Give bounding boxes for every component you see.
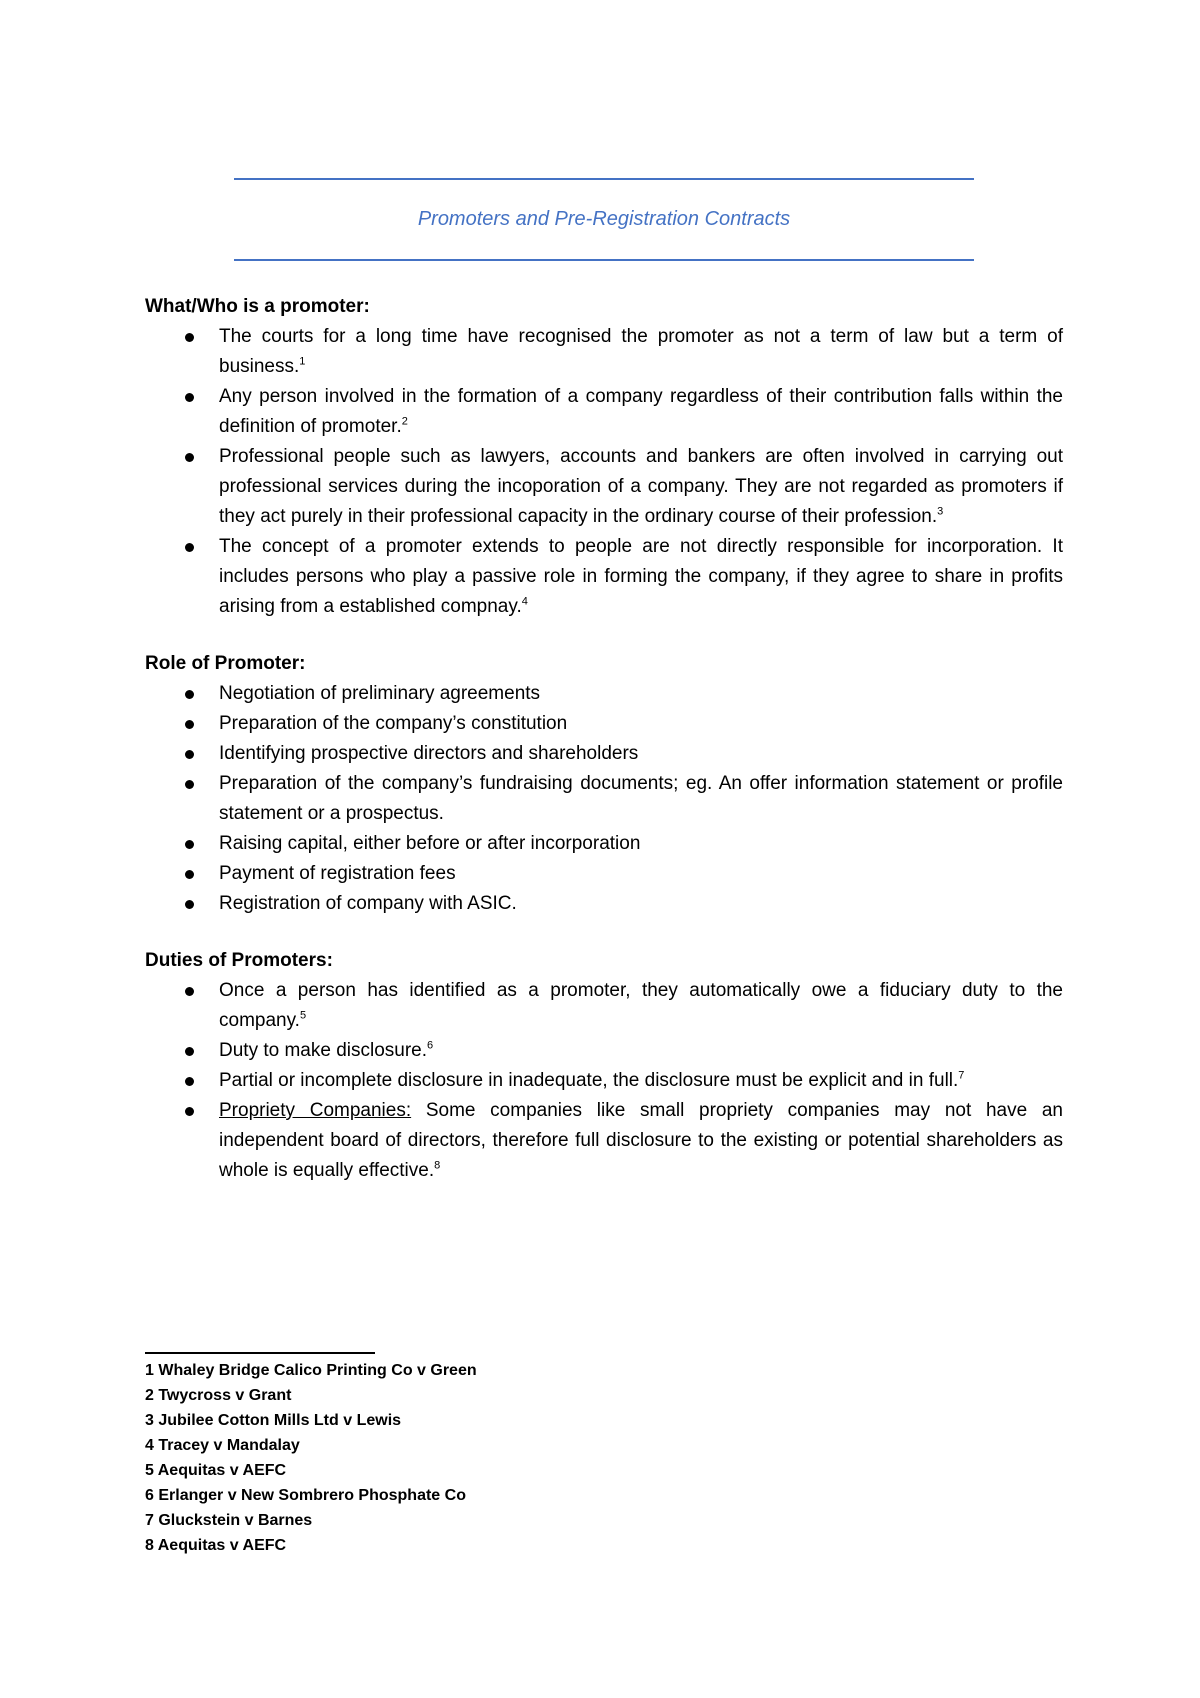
footnote: 1 Whaley Bridge Calico Printing Co v Green: [145, 1362, 477, 1379]
bullet-icon: [185, 1107, 194, 1116]
list-item: [145, 382, 1063, 442]
footnote-ref[interactable]: 8: [434, 1159, 441, 1172]
list-item: [145, 859, 1063, 889]
footnote: 2 Twycross v Grant: [145, 1387, 292, 1404]
bullet-icon: [185, 1047, 194, 1056]
item-text: Raising capital, either before or after incorporation: [219, 833, 641, 854]
bullet-icon: [185, 1077, 194, 1086]
document-title: Promoters and Pre-Registration Contracts: [417, 208, 791, 230]
footnote: 5 Aequitas v AEFC: [145, 1462, 287, 1479]
bullet-icon: [185, 333, 194, 342]
footnote-separator: [145, 1352, 375, 1354]
footnote-ref[interactable]: 3: [937, 505, 944, 518]
bullet-list: [145, 322, 1063, 622]
list-item: [145, 976, 1063, 1036]
item-text: Registration of company with ASIC.: [219, 893, 517, 914]
bullet-icon: [185, 453, 194, 462]
item-text: Payment of registration fees: [219, 863, 456, 884]
footnote-ref[interactable]: 6: [427, 1039, 434, 1052]
footnote-ref[interactable]: 2: [401, 415, 408, 428]
item-text: Preparation of the company’s fundraising documents; eg. An offer information statement or profile statement or a prospectus.: [219, 773, 1063, 824]
bullet-list: [145, 976, 1063, 1186]
list-item: [145, 1066, 1063, 1096]
section-heading: Duties of Promoters:: [145, 950, 333, 971]
list-item: [145, 1036, 1063, 1066]
footnote-ref[interactable]: 5: [299, 1009, 307, 1022]
footnotes: [145, 1352, 845, 1558]
document-body: [145, 292, 1063, 1213]
footnote: 4 Tracey v Mandalay: [145, 1437, 300, 1454]
section-heading: Role of Promoter:: [145, 653, 306, 674]
title-bottom-rule: [234, 259, 974, 261]
item-text: Any person involved in the formation of a company regardless of their contribution falls within the definition of promoter.: [219, 386, 1063, 437]
item-text: Identifying prospective directors and shareholders: [219, 743, 639, 764]
item-text: Duty to make disclosure.: [219, 1040, 428, 1061]
bullet-icon: [185, 393, 194, 402]
bullet-list: [145, 679, 1063, 919]
list-item: [145, 889, 1063, 919]
footnote: 8 Aequitas v AEFC: [145, 1537, 287, 1554]
item-text: Professional people such as lawyers, accounts and bankers are often involved in carrying out professional services during the incoporation of a company. They are not regarded as promoters if they act purely in their professional capacity in the ordinary course of their profession.: [219, 446, 1063, 527]
section-heading: What/Who is a promoter:: [145, 296, 370, 317]
list-item: [145, 322, 1063, 382]
list-item: [145, 1096, 1063, 1186]
bullet-icon: [185, 870, 194, 879]
bullet-icon: [185, 750, 194, 759]
footnote-ref[interactable]: 1: [299, 355, 306, 368]
footnote: 3 Jubilee Cotton Mills Ltd v Lewis: [145, 1412, 402, 1429]
footnote-ref[interactable]: 7: [958, 1069, 965, 1082]
list-item: [145, 679, 1063, 709]
bullet-icon: [185, 780, 194, 789]
list-item: [145, 769, 1063, 829]
footnote: 7 Gluckstein v Barnes: [145, 1512, 313, 1529]
item-text: Negotiation of preliminary agreements: [219, 683, 541, 704]
item-text: Preparation of the company’s constitution: [219, 713, 568, 734]
title-block: [234, 178, 974, 261]
bullet-icon: [185, 543, 194, 552]
bullet-icon: [185, 900, 194, 909]
bullet-icon: [185, 720, 194, 729]
list-item: [145, 739, 1063, 769]
footnote: 6 Erlanger v New Sombrero Phosphate Co: [145, 1487, 466, 1504]
list-item: [145, 829, 1063, 859]
bullet-icon: [185, 690, 194, 699]
item-text: Partial or incomplete disclosure in inadequate, the disclosure must be explicit and in full.: [219, 1070, 959, 1091]
list-item: [145, 442, 1063, 532]
item-text: The concept of a promoter extends to people are not directly responsible for incorporation. It includes persons who play a passive role in forming the company, if they agree to share in profits arising from a established compnay.: [219, 536, 1063, 617]
title-top-rule: [234, 178, 974, 180]
bullet-icon: [185, 987, 194, 996]
item-text: The courts for a long time have recognised the promoter as not a term of law but a term of business.: [219, 326, 1063, 377]
footnote-list: [145, 1358, 845, 1558]
footnote-ref[interactable]: 4: [521, 595, 528, 608]
item-text: Some companies like small propriety companies may not have an independent board of directors, therefore full disclosure to the existing or potential shareholders as whole is equally effective.: [219, 1100, 1063, 1181]
bullet-icon: [185, 840, 194, 849]
list-item: [145, 532, 1063, 622]
item-text: Once a person has identified as a promoter, they automatically owe a fiduciary duty to the company.: [219, 980, 1063, 1031]
list-item: [145, 709, 1063, 739]
item-lead: Propriety Companies:: [219, 1100, 412, 1121]
